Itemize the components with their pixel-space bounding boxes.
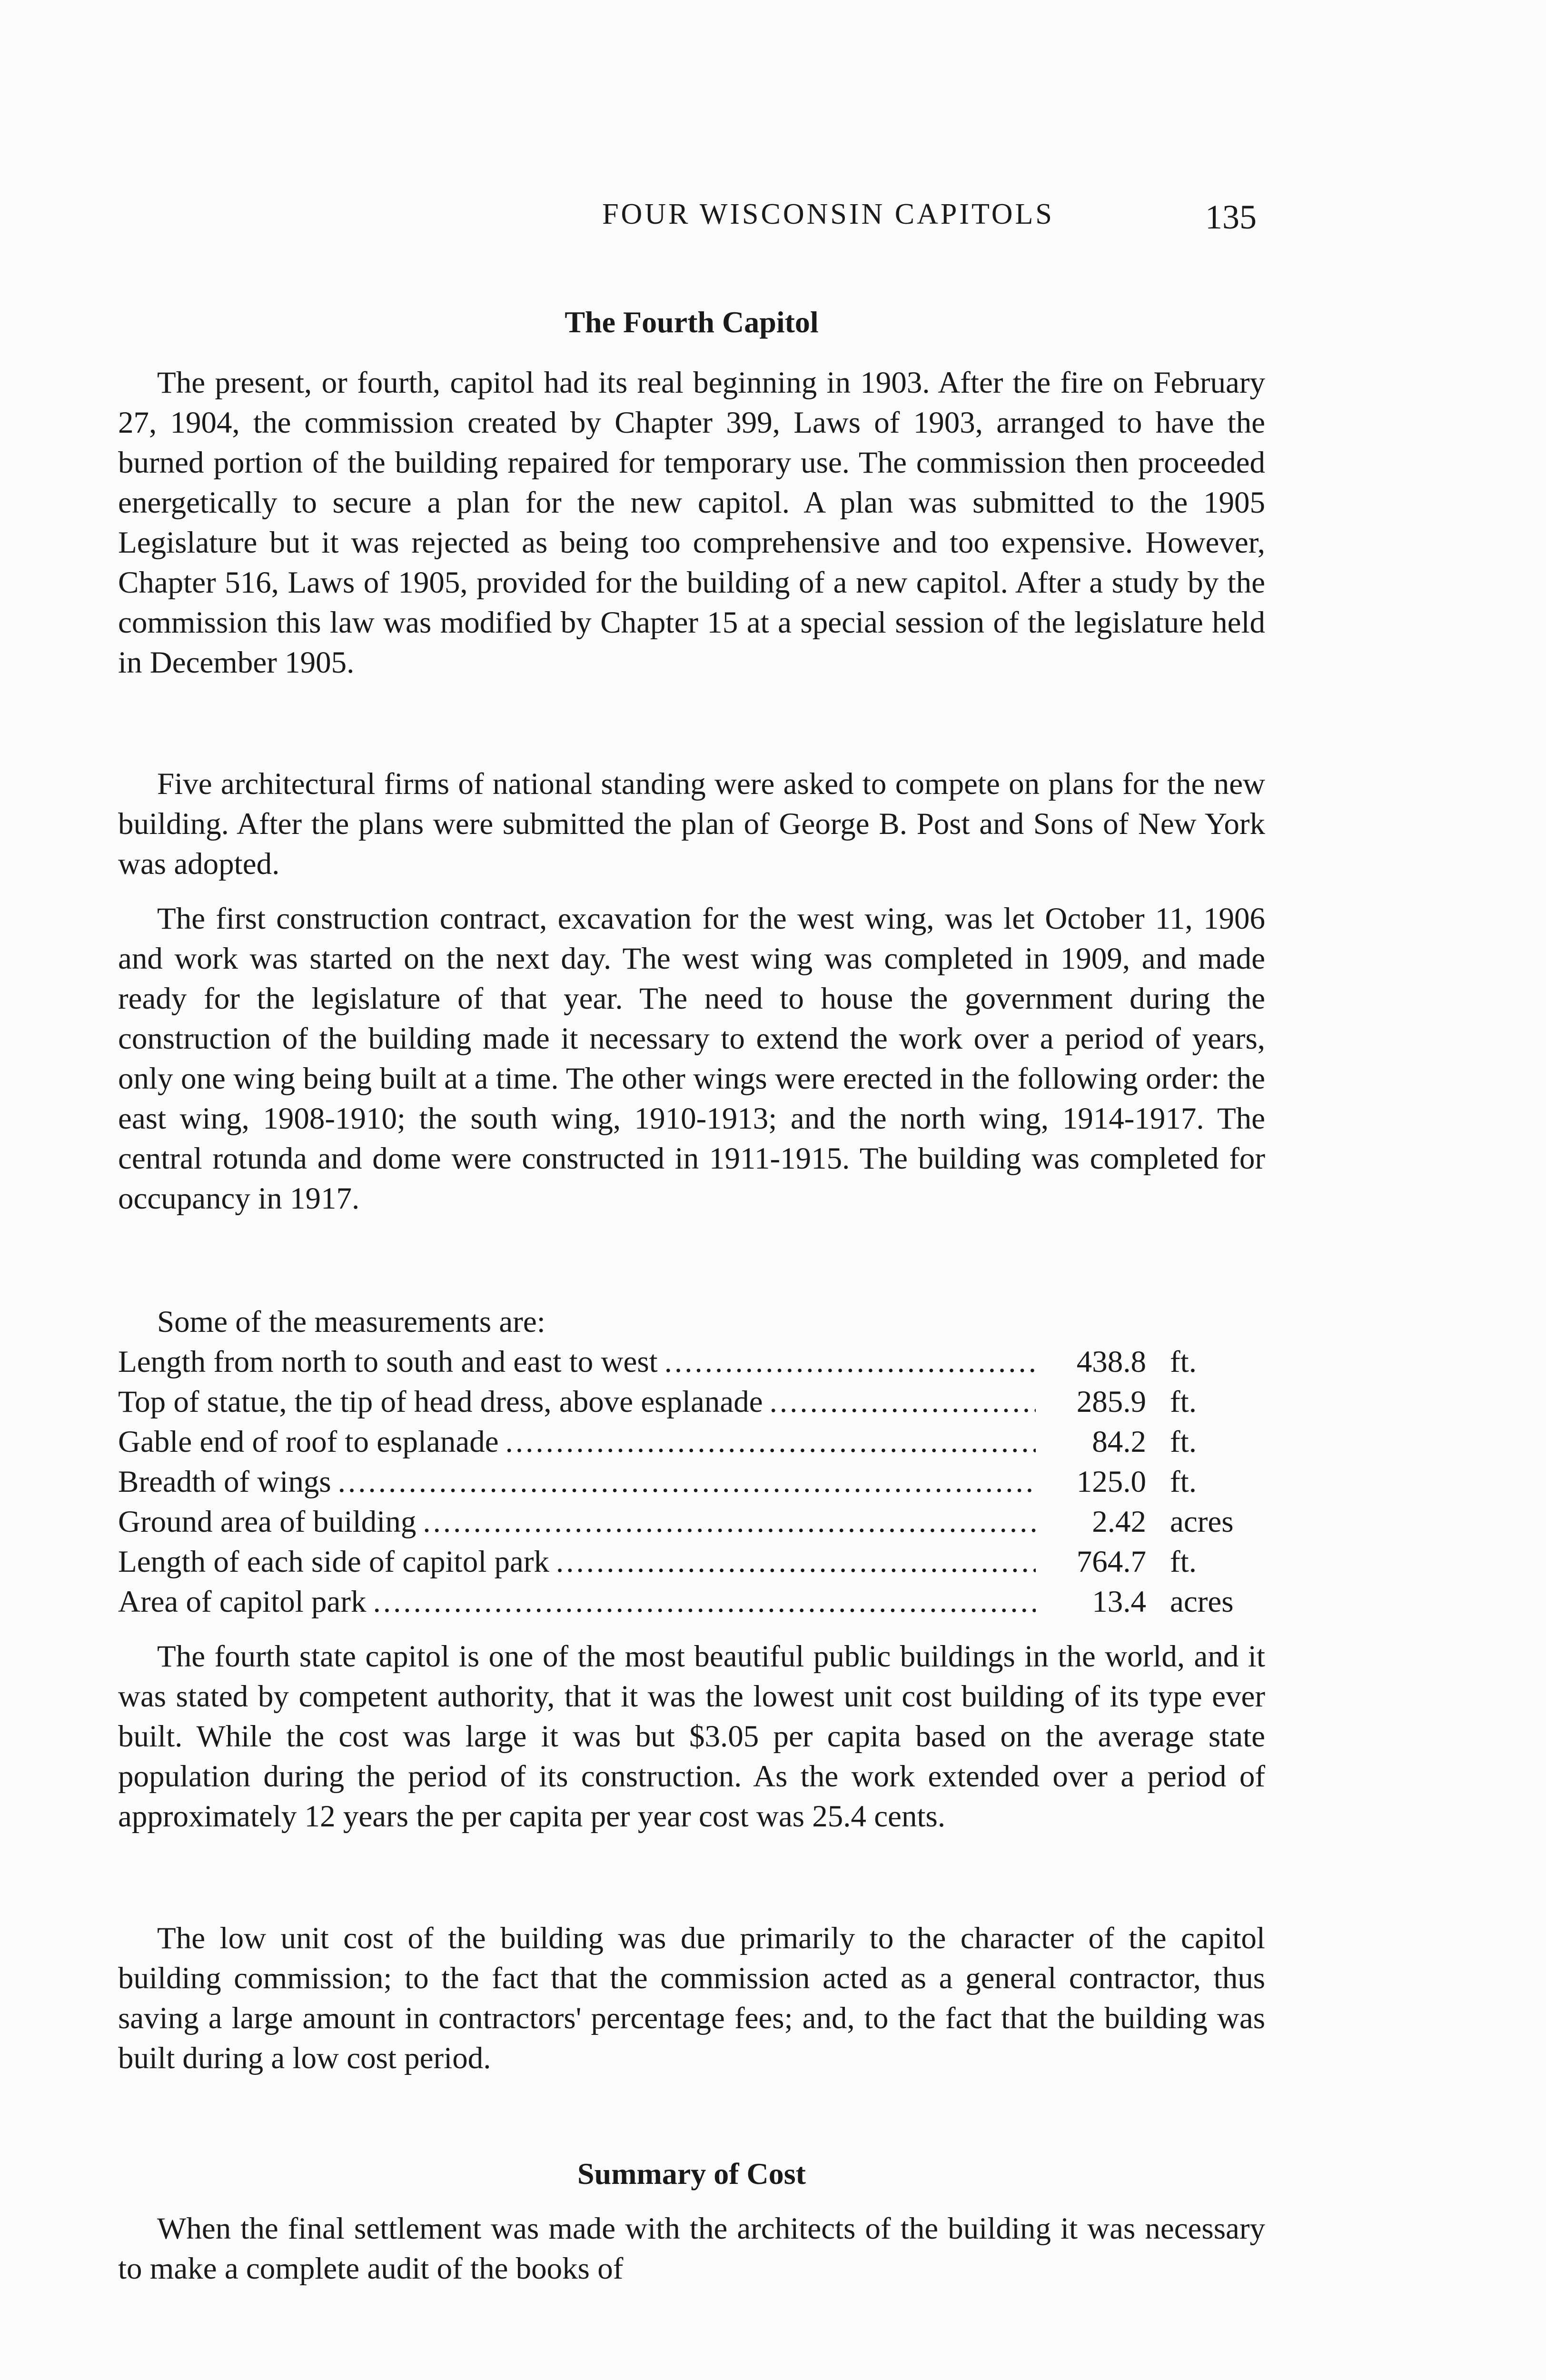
- dot-leader: [338, 1462, 1036, 1502]
- measurements-intro: Some of the measurements are:: [157, 1305, 545, 1339]
- measurement-row: [118, 1382, 1265, 1422]
- paragraph-text: The fourth state capitol is one of the most beautiful public buildings in the world, and it was stated by competent authority, that it was the lowest unit cost building of its type ever built. While the cost was large it was but $3.05 per capita based on the average state population during the period of its construction. As the work extended over a period of approximately 12 years the per capita per year cost was 25.4 cents.: [118, 1639, 1265, 1834]
- measurement-value: 125.0: [1076, 1465, 1146, 1499]
- measurement-label: Breadth of wings: [118, 1465, 331, 1499]
- paragraph: [118, 764, 1265, 884]
- measurement-label: Area of capitol park: [118, 1585, 367, 1619]
- paragraph: [118, 1636, 1265, 1836]
- measurements-table: [118, 1302, 1265, 1622]
- paragraph-text: The low unit cost of the building was due primarily to the character of the capitol building commission; to the fact that the commission acted as a general contractor, thus saving a large amount in contractors' percentage fees; and, to the fact that the building was built during a low cost period.: [118, 1921, 1265, 2075]
- section-heading-summary-of-cost: Summary of Cost: [577, 2157, 806, 2191]
- paragraph: [118, 363, 1265, 683]
- measurement-unit: ft.: [1170, 1385, 1197, 1419]
- measurement-row: [118, 1342, 1265, 1382]
- paragraph-text: The present, or fourth, capitol had its real beginning in 1903. After the fire on February 27, 1904, the commission created by Chapter 399, Laws of 1903, arranged to have the burned portion of the building repaired for temporary use. The commission then proceeded energetically to secure a plan for the new capitol. A plan was submitted to the 1905 Legislature but it was rejected as being too comprehensive and too expensive. However, Chapter 516, Laws of 1905, provided for the building of a new capitol. After a study by the commission this law was modified by Chapter 15 at a special session of the legislature held in December 1905.: [118, 366, 1265, 680]
- running-title: FOUR WISCONSIN CAPITOLS: [602, 198, 1054, 230]
- dot-leader: [556, 1542, 1036, 1582]
- measurement-row: [118, 1502, 1265, 1542]
- dot-leader: [423, 1502, 1036, 1542]
- measurement-row: [118, 1462, 1265, 1502]
- dot-leader: [664, 1342, 1036, 1382]
- paragraph: [118, 899, 1265, 1219]
- measurement-unit: acres: [1170, 1505, 1234, 1539]
- measurement-label: Gable end of roof to esplanade: [118, 1425, 499, 1459]
- paragraph-text: When the final settlement was made with the architects of the building it was necessary to make a complete audit of the books of: [118, 2211, 1265, 2286]
- measurement-label: Top of statue, the tip of head dress, above esplanade: [118, 1385, 763, 1419]
- measurement-row: [118, 1422, 1265, 1462]
- measurement-row: [118, 1542, 1265, 1582]
- measurement-row: [118, 1582, 1265, 1622]
- measurement-value: 84.2: [1092, 1425, 1146, 1459]
- paragraph-text: Five architectural firms of national standing were asked to compete on plans for the new building. After the plans were submitted the plan of George B. Post and Sons of New York was adopted.: [118, 767, 1265, 881]
- measurement-unit: ft.: [1170, 1425, 1197, 1459]
- measurement-unit: ft.: [1170, 1345, 1197, 1379]
- measurement-unit: ft.: [1170, 1545, 1197, 1579]
- measurement-value: 764.7: [1076, 1545, 1146, 1579]
- measurement-value: 438.8: [1076, 1345, 1146, 1379]
- page-number: 135: [1205, 198, 1257, 236]
- measurement-label: Length of each side of capitol park: [118, 1545, 550, 1579]
- measurement-label: Ground area of building: [118, 1505, 416, 1539]
- dot-leader: [373, 1582, 1036, 1622]
- dot-leader: [770, 1382, 1036, 1422]
- measurement-unit: acres: [1170, 1585, 1234, 1619]
- measurement-label: Length from north to south and east to west: [118, 1345, 658, 1379]
- dot-leader: [505, 1422, 1036, 1462]
- section-heading-fourth-capitol: The Fourth Capitol: [565, 305, 819, 339]
- measurement-value: 285.9: [1076, 1385, 1146, 1419]
- measurement-value: 2.42: [1092, 1505, 1146, 1539]
- paragraph: [118, 1918, 1265, 2078]
- measurement-value: 13.4: [1092, 1585, 1146, 1619]
- paragraph-text: The first construction contract, excavation for the west wing, was let October 11, 1906 and work was started on the next day. The west wing was completed in 1909, and made ready for the legislature of that year. The need to house the government during the construction of the building made it necessary to extend the work over a period of years, only one wing being built at a time. The other wings were erected in the following order: the east wing, 1908-1910; the south wing, 1910-1913; and the north wing, 1914-1917. The central rotunda and dome were constructed in 1911-1915. The building was completed for occupancy in 1917.: [118, 902, 1265, 1216]
- measurement-unit: ft.: [1170, 1465, 1197, 1499]
- paragraph: [118, 2209, 1265, 2289]
